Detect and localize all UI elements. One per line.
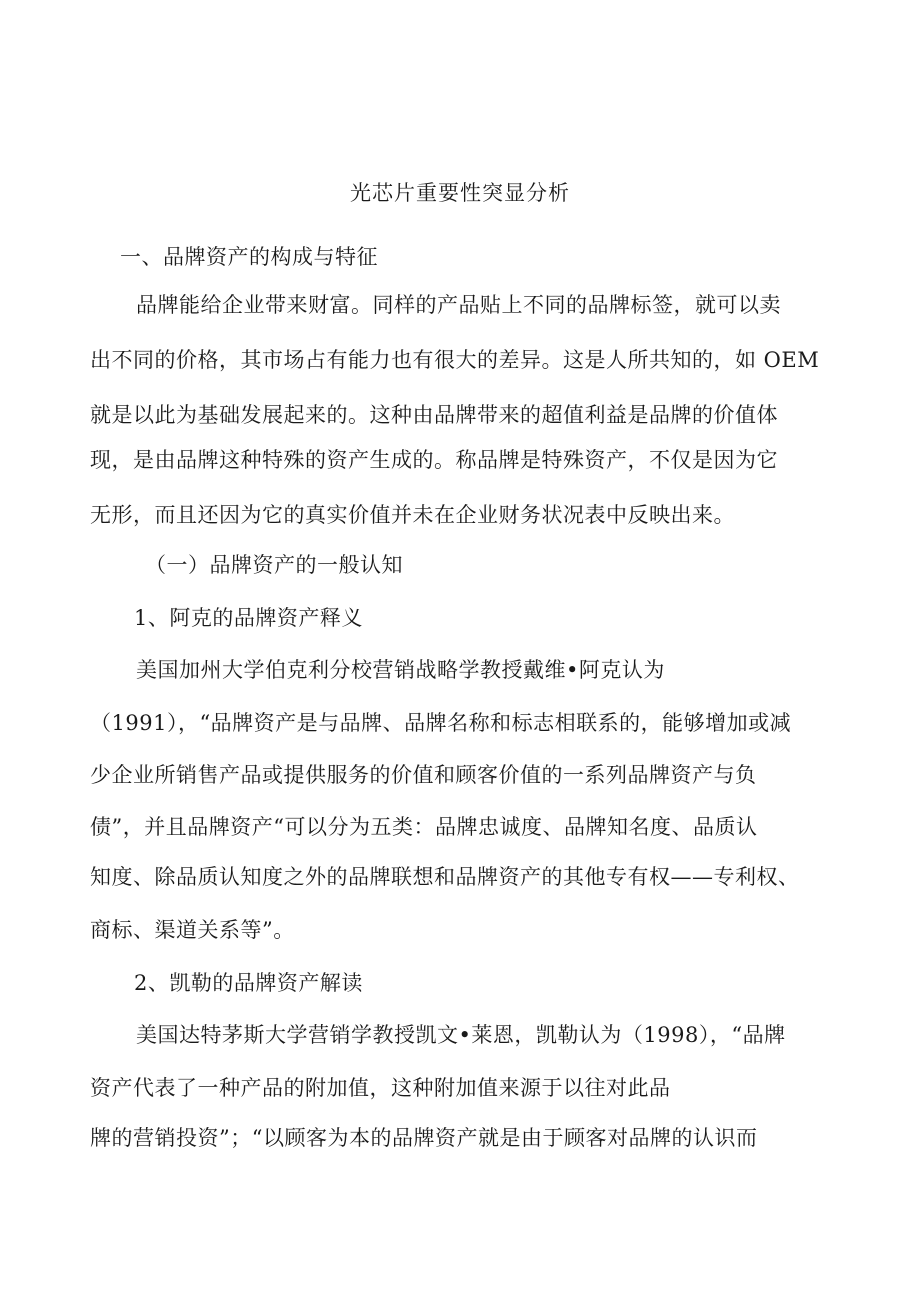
paragraph-line: 债”，并且品牌资产“可以分为五类：品牌忠诚度、品牌知名度、品质认 — [90, 815, 758, 839]
paragraph-line: 美国达特茅斯大学营销学教授凯文•莱恩，凯勒认为（1998），“品牌 — [136, 1023, 786, 1047]
paragraph-line: 现，是由品牌这种特殊的资产生成的。称品牌是特殊资产，不仅是因为它 — [90, 448, 778, 472]
paragraph-line: 美国加州大学伯克利分校营销战略学教授戴维•阿克认为 — [136, 658, 665, 682]
paragraph-line: 出不同的价格，其市场占有能力也有很大的差异。这是人所共知的，如 OEM — [90, 348, 820, 372]
paragraph-line: 无形，而且还因为它的真实价值并未在企业财务状况表中反映出来。 — [90, 503, 735, 527]
document-title: 光芯片重要性突显分析 — [350, 181, 570, 205]
paragraph-line: 就是以此为基础发展起来的。这种由品牌带来的超值利益是品牌的价值体 — [90, 403, 778, 427]
item-heading: 2、凯勒的品牌资产解读 — [134, 971, 363, 995]
paragraph-line: 资产代表了一种产品的附加值，这种附加值来源于以往对此品 — [90, 1076, 671, 1100]
section-heading: 一、品牌资产的构成与特征 — [120, 245, 378, 269]
paragraph-line: 商标、渠道关系等”。 — [90, 918, 295, 942]
paragraph-line: 品牌能给企业带来财富。同样的产品贴上不同的品牌标签，就可以卖 — [136, 293, 781, 317]
subsection-heading: （一）品牌资产的一般认知 — [145, 553, 403, 577]
paragraph-line: 知度、除品质认知度之外的品牌联想和品牌资产的其他专有权——专利权、 — [90, 865, 800, 889]
paragraph-line: （1991），“品牌资产是与品牌、品牌名称和标志相联系的，能够增加或减 — [90, 711, 792, 735]
item-heading: 1、阿克的品牌资产释义 — [134, 606, 363, 630]
paragraph-line: 少企业所销售产品或提供服务的价值和顾客价值的一系列品牌资产与负 — [90, 763, 757, 787]
paragraph-line: 牌的营销投资”；“以顾客为本的品牌资产就是由于顾客对品牌的认识而 — [90, 1126, 758, 1150]
